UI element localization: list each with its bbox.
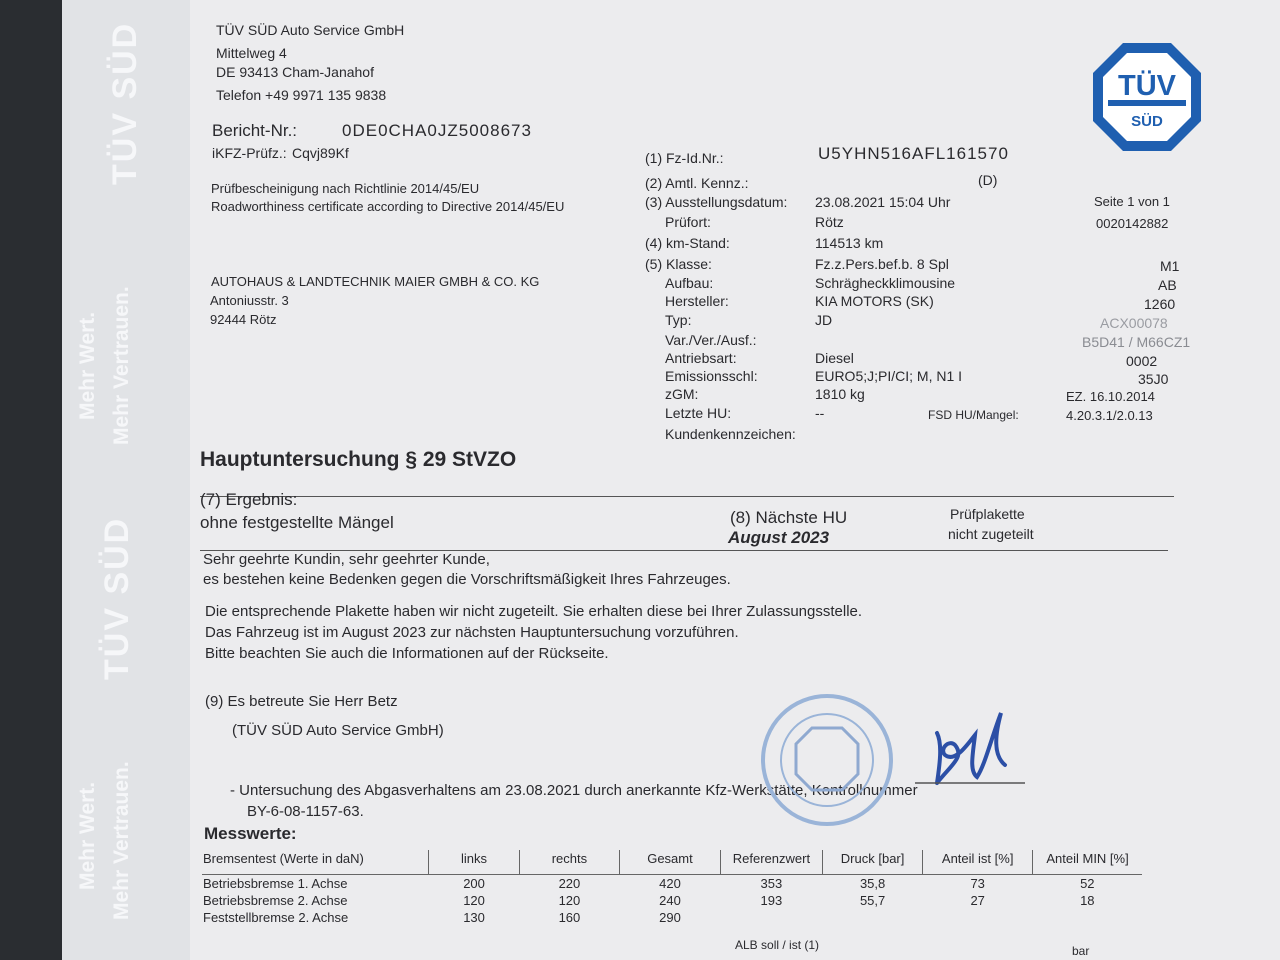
vehicle-label: (5) Klasse: <box>645 256 712 272</box>
cell: 27 <box>970 892 985 908</box>
cell <box>822 909 922 926</box>
country-code: (D) <box>978 172 998 188</box>
ikfz-value: Cqvj89Kf <box>292 145 349 161</box>
cell: 130 <box>463 909 485 925</box>
cell: 18 <box>1080 892 1095 908</box>
strip-slogan-1a: Mehr Wert. <box>76 311 99 420</box>
vehicle-value: Schrägheckklimousine <box>815 275 956 291</box>
code-variant: B5D41 / M66CZ1 <box>1082 334 1191 350</box>
inspection-stamp <box>752 690 902 830</box>
strip-slogan-1b: Mehr Vertrauen. <box>110 286 133 445</box>
vehicle-label: zGM: <box>665 386 699 402</box>
directive-de: Prüfbescheinigung nach Richtlinie 2014/45/EU <box>211 181 480 196</box>
cell: 240 <box>659 892 681 908</box>
header-left: links <box>429 850 519 874</box>
header-right: rechts <box>519 850 619 874</box>
issuer-company: TÜV SÜD Auto Service GmbH <box>216 22 405 38</box>
header-test: Bremsentest (Werte in daN) <box>203 851 364 866</box>
table-row <box>202 874 1142 892</box>
vehicle-label: (4) km-Stand: <box>645 235 730 251</box>
report-number: 0DE0CHA0JZ5008673 <box>342 121 532 140</box>
table-row <box>202 892 1142 909</box>
next-hu-value: August 2023 <box>728 528 830 547</box>
vehicle-label: Prüfort: <box>665 214 711 230</box>
vehicle-value: -- <box>815 405 825 421</box>
measurements-table <box>202 850 1142 926</box>
cell: 200 <box>463 875 485 891</box>
strip-brand-top: TÜV SÜD <box>106 21 144 185</box>
letter-line-4: Bitte beachten Sie auch die Informationen auf der Rückseite. <box>205 645 609 662</box>
badge-value: nicht zugeteilt <box>948 526 1034 542</box>
vehicle-value: 114513 km <box>815 235 884 251</box>
letter-greeting: Sehr geehrte Kundin, sehr geehrter Kunde, <box>203 551 490 568</box>
alb-footnote: ALB soll / ist (1) <box>735 938 820 952</box>
inspection-title: Hauptuntersuchung § 29 StVZO <box>200 448 517 471</box>
letter-line-1: es bestehen keine Bedenken gegen die Vorschriftsmäßigkeit Ihres Fahrzeuges. <box>203 571 731 588</box>
divider-top <box>200 496 1174 497</box>
first-registration: EZ. 16.10.2014 <box>1066 389 1155 404</box>
cell: 120 <box>558 892 581 908</box>
report-number-label: Bericht-Nr.: <box>212 121 298 140</box>
cell <box>923 909 1033 926</box>
emission-test-text: Untersuchung des Abgasverhaltens am 23.08.2021 durch anerkannte Kfz-Werkstätte, Kontrollnummer <box>239 782 918 799</box>
code-class: M1 <box>1160 258 1180 274</box>
signature <box>915 705 1025 790</box>
cell: 120 <box>463 892 485 908</box>
cell: Betriebsbremse 2. Achse <box>203 892 348 908</box>
cell: 290 <box>659 909 681 925</box>
code-body: AB <box>1158 277 1177 293</box>
header-share-actual: Anteil ist [%] <box>923 850 1033 874</box>
logo-text-top: TÜV <box>1118 70 1176 102</box>
cell: Feststellbremse 2. Achse <box>203 909 349 925</box>
vehicle-label: Antriebsart: <box>665 350 737 366</box>
workshop-city: 92444 Rötz <box>210 312 277 327</box>
cell: 160 <box>558 909 581 925</box>
cell <box>1033 909 1142 926</box>
ikfz-label: iKFZ-Prüfz.: <box>212 145 287 161</box>
next-hu-label: (8) Nächste HU <box>730 508 848 527</box>
cell: 193 <box>760 892 783 908</box>
strip-slogan-2b: Mehr Vertrauen. <box>110 761 133 920</box>
workshop-street: Antoniusstr. 3 <box>210 293 289 308</box>
page-indicator: Seite 1 von 1 <box>1094 194 1170 209</box>
cell: Betriebsbremse 1. Achse <box>203 875 348 891</box>
vehicle-label: Emissionsschl: <box>665 368 758 384</box>
vehicle-value: 23.08.2021 15:04 Uhr <box>815 194 951 210</box>
vin: U5YHN516AFL161570 <box>818 144 1009 163</box>
document-number: 0020142882 <box>1096 216 1169 231</box>
code-manufacturer: 1260 <box>1144 296 1176 312</box>
measurements-title: Messwerte: <box>204 824 297 843</box>
vehicle-label: Aufbau: <box>665 275 714 291</box>
vehicle-value: EURO5;J;PI/CI; M, N1 I <box>815 368 963 384</box>
code-drive: 0002 <box>1126 353 1158 369</box>
cell: 55,7 <box>859 892 886 908</box>
fsd-value: 4.20.3.1/2.0.13 <box>1066 408 1153 423</box>
vehicle-label: (2) Amtl. Kennz.: <box>645 175 749 191</box>
workshop-name: AUTOHAUS & LANDTECHNIK MAIER GMBH & CO. KG <box>211 274 540 289</box>
header-reference: Referenzwert <box>720 850 822 874</box>
emission-test-line-1: - Untersuchung des Abgasverhaltens am 23.08.2021 durch anerkannte Kfz-Werkstätte, Kontrollnummer <box>230 782 918 799</box>
vehicle-value: Diesel <box>815 350 854 366</box>
cell: 420 <box>659 875 681 891</box>
issuer-phone: Telefon +49 9971 135 9838 <box>216 87 387 103</box>
issuer-city: DE 93413 Cham-Janahof <box>216 64 374 80</box>
unit-bar: bar <box>1072 944 1090 958</box>
code-type: ACX00078 <box>1100 315 1168 331</box>
logo-text-bottom: SÜD <box>1131 113 1163 130</box>
strip-brand-bottom: TÜV SÜD <box>98 516 136 680</box>
vehicle-label: Typ: <box>665 312 692 328</box>
inspector-name: (9) Es betreute Sie Herr Betz <box>205 693 398 710</box>
table-header-row <box>202 850 1142 874</box>
directive-en: Roadworthiness certificate according to Directive 2014/45/EU <box>211 199 565 214</box>
cell: 220 <box>558 875 581 891</box>
vehicle-label: (1) Fz-Id.Nr.: <box>645 150 724 166</box>
vehicle-label: Kundenkennzeichen: <box>665 426 796 442</box>
header-pressure: Druck [bar] <box>822 850 922 874</box>
header-total: Gesamt <box>620 850 721 874</box>
vehicle-label: Var./Ver./Ausf.: <box>665 332 757 348</box>
inspector-company: (TÜV SÜD Auto Service GmbH) <box>232 722 444 739</box>
vehicle-label: Hersteller: <box>665 293 729 309</box>
fsd-label: FSD HU/Mangel: <box>928 408 1019 422</box>
cell: 353 <box>760 875 783 891</box>
vehicle-value: Fz.z.Pers.bef.b. 8 Spl <box>815 256 949 272</box>
header-share-min: Anteil MIN [%] <box>1033 850 1142 874</box>
result-value: ohne festgestellte Mängel <box>200 513 394 532</box>
table-row <box>202 909 1142 926</box>
vehicle-label: (3) Ausstellungsdatum: <box>645 194 788 210</box>
emission-test-line-2: BY-6-08-1157-63. <box>247 803 364 820</box>
vehicle-value: KIA MOTORS (SK) <box>815 293 934 309</box>
code-emission: 35J0 <box>1138 371 1169 387</box>
vehicle-value: 1810 kg <box>815 386 865 402</box>
vehicle-value: Rötz <box>815 214 844 230</box>
letter-line-2: Die entsprechende Plakette haben wir nicht zugeteilt. Sie erhalten diese bei Ihrer Zulassungsstelle. <box>205 603 863 620</box>
vehicle-value: JD <box>815 312 833 328</box>
strip-slogan-2a: Mehr Wert. <box>76 781 99 890</box>
result-label: (7) Ergebnis: <box>200 490 298 509</box>
vehicle-label: Letzte HU: <box>665 405 732 421</box>
badge-label: Prüfplakette <box>950 506 1025 522</box>
issuer-street: Mittelweg 4 <box>216 45 287 61</box>
cell <box>720 909 822 926</box>
cell: 73 <box>970 875 985 891</box>
tuv-logo <box>1090 40 1204 154</box>
letter-line-3: Das Fahrzeug ist im August 2023 zur nächsten Hauptuntersuchung vorzuführen. <box>205 624 739 641</box>
cell: 52 <box>1080 875 1095 891</box>
cell: 35,8 <box>859 875 886 891</box>
